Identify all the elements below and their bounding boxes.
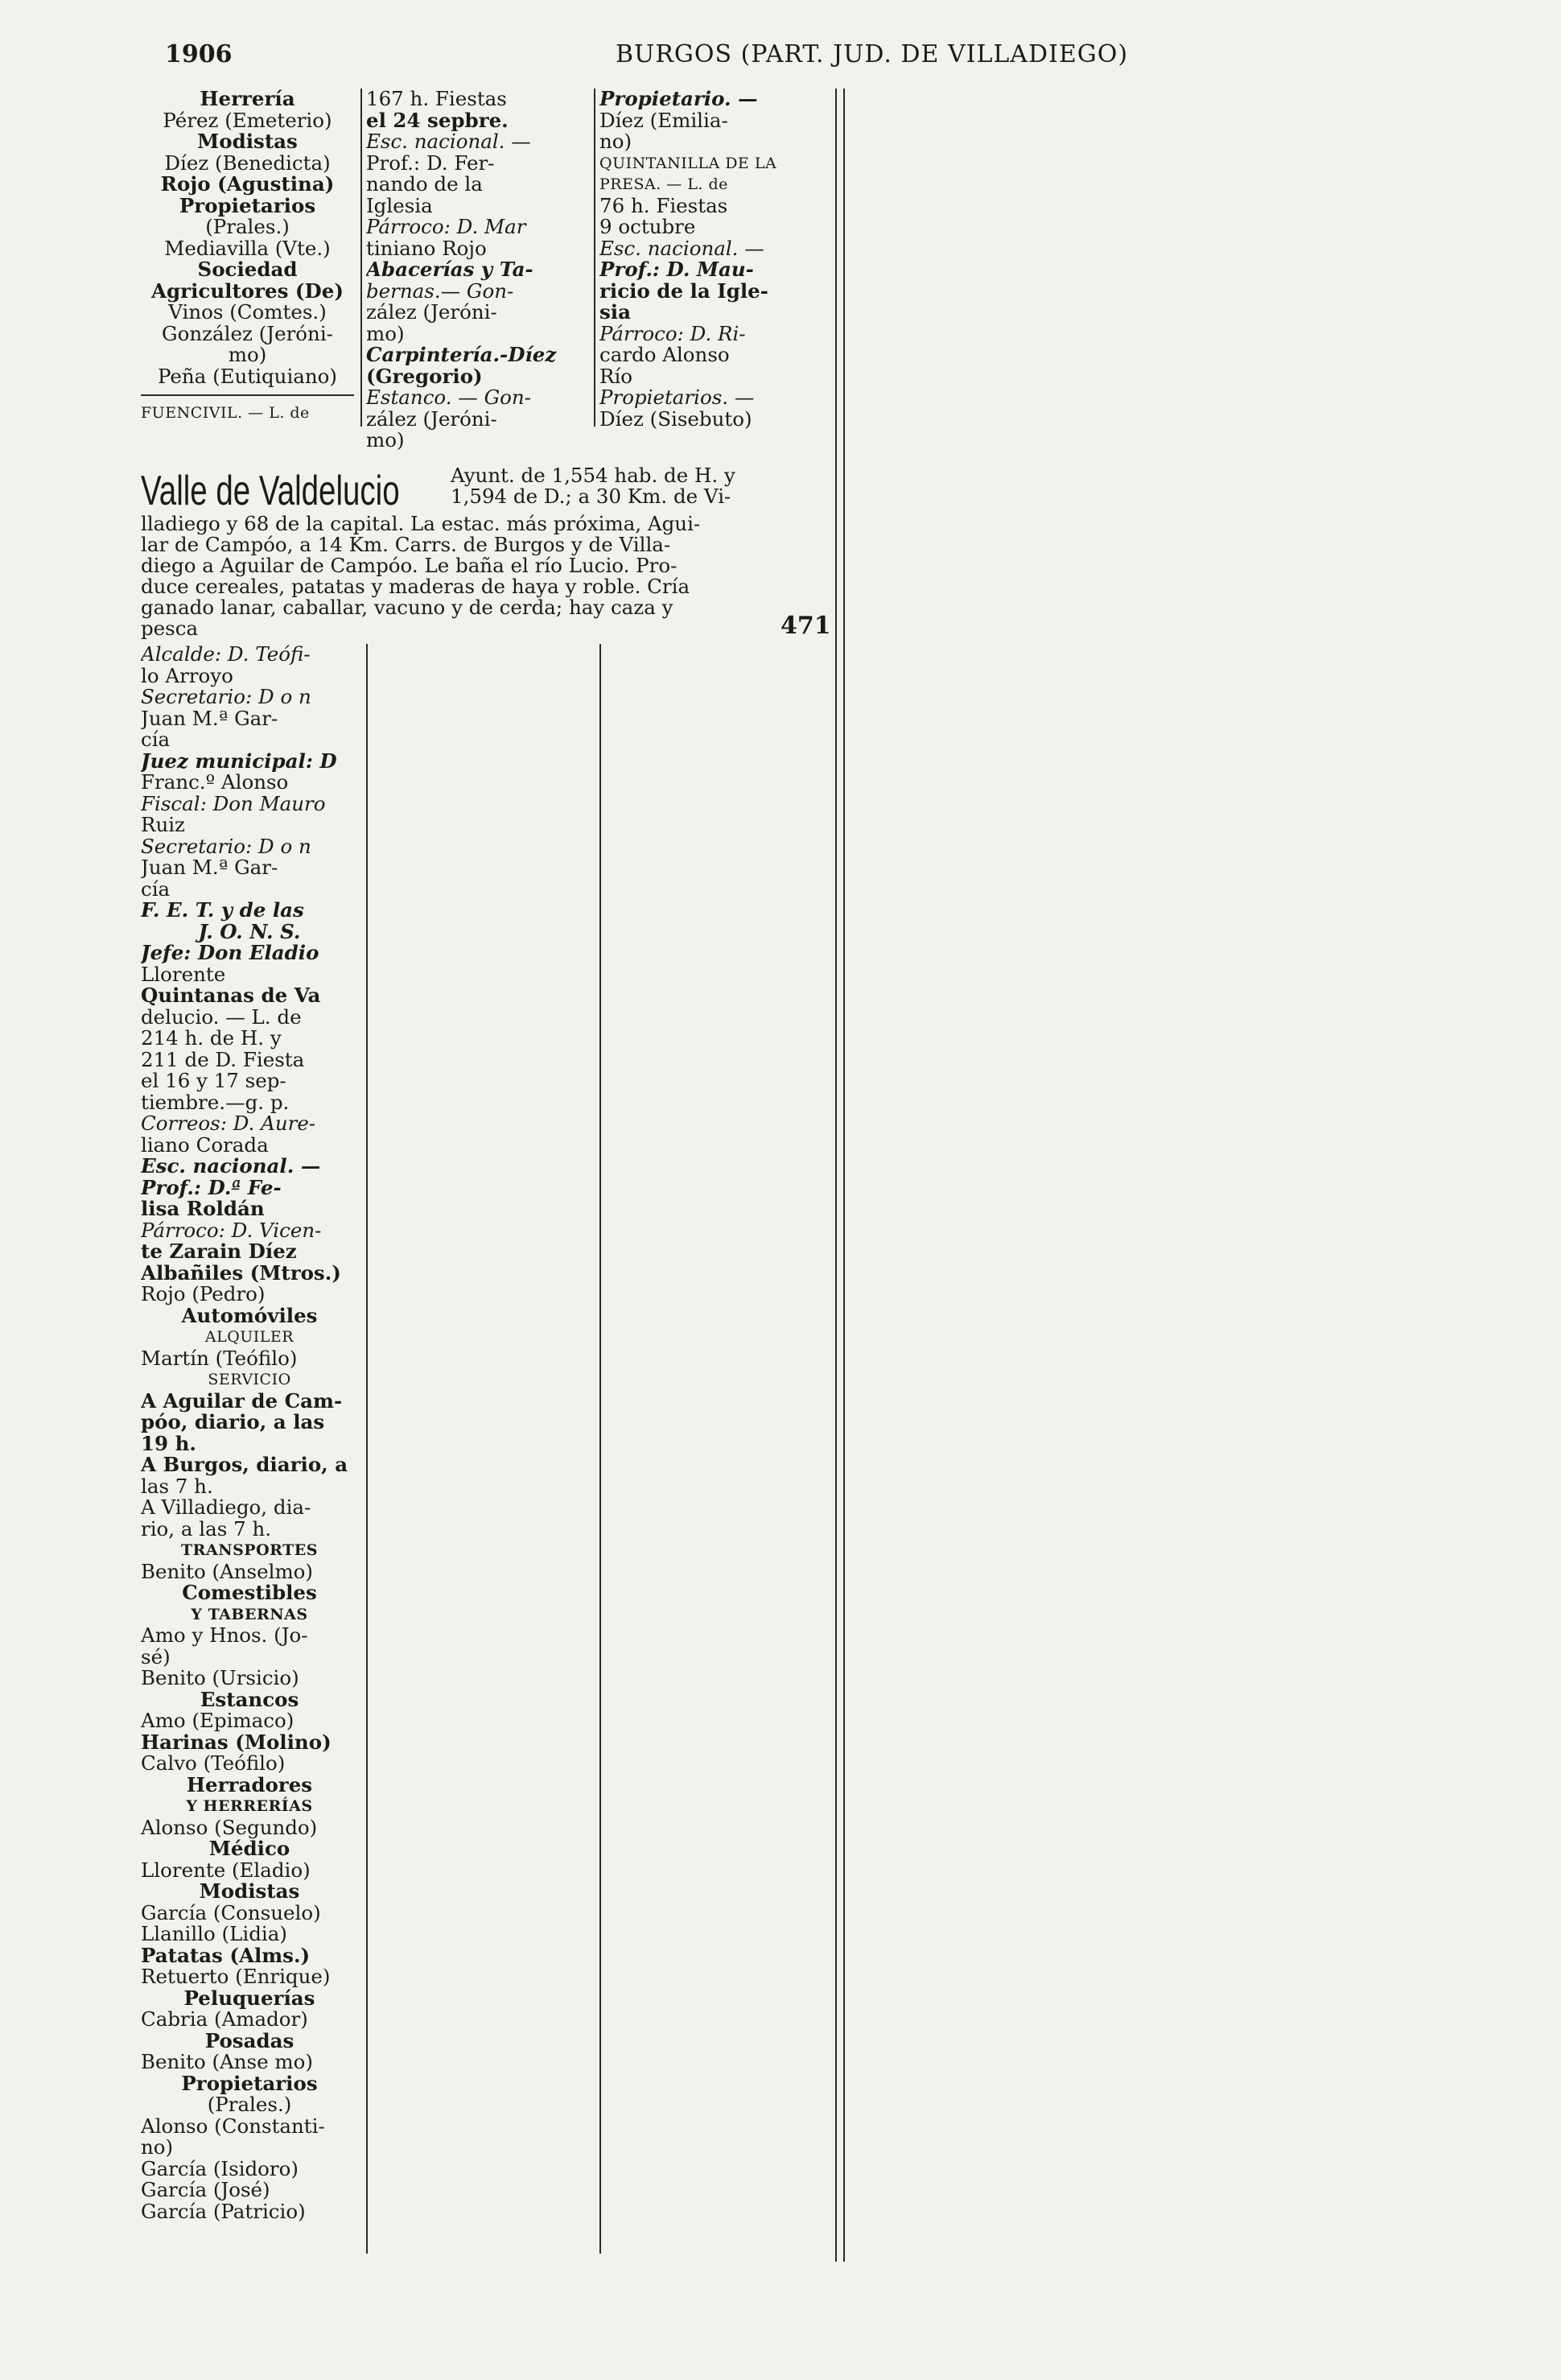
line: Iglesia (366, 193, 433, 217)
line: sia (599, 300, 631, 324)
line: Benito (Anselmo) (141, 1559, 313, 1583)
line: SERVICIO (208, 1371, 291, 1388)
line: Prof.: D. Mau- (599, 258, 754, 281)
section-intro-body (141, 514, 829, 639)
section-title: Valle de Valdelucio (141, 468, 400, 514)
line: zález (Jeróni- (366, 406, 497, 431)
line: liano Corada (141, 1132, 269, 1157)
line: Secretario: D o n (141, 685, 311, 708)
line: Propietario. — (599, 89, 758, 110)
line: Amo (Epimaco) (141, 1709, 294, 1732)
intro-line: lladiego y 68 de la capital. La estac. más próxima, Agui- (141, 512, 701, 535)
line: tiembre.—g. p. (141, 1090, 290, 1114)
line: te Zarain Díez (141, 1239, 297, 1263)
line: 211 de D. Fiesta (141, 1047, 305, 1071)
line: (Prales.) (207, 2093, 292, 2116)
line: 76 h. Fiestas (599, 193, 728, 217)
line: Agricultores (De) (151, 278, 344, 303)
line: Díez (Emilia- (599, 108, 728, 132)
line: Juan M.ª Gar- (141, 856, 278, 879)
line: Díez (Sisebuto) (599, 406, 752, 430)
line: Peña (Eutiquiano) (158, 364, 337, 387)
line: García (Consuelo) (141, 1900, 321, 1924)
line: cía (141, 728, 171, 751)
line: Martín (Teófilo) (141, 1346, 298, 1370)
line: Llorente (141, 962, 226, 986)
line: mo) (228, 343, 267, 366)
page-header (165, 40, 1404, 72)
line: (Gregorio) (366, 364, 483, 388)
line: Párroco: D. Mar (366, 215, 526, 238)
line: sé) (141, 1644, 171, 1668)
line: Juan M.ª Gar- (141, 706, 278, 730)
line: Prof.: D.ª Fe- (141, 1175, 282, 1199)
line: Esc. nacional. — (141, 1154, 321, 1178)
column-rule (366, 644, 368, 2254)
line: 214 h. de H. y (141, 1026, 282, 1050)
intro-line: lar de Campóo, a 14 Km. Carrs. de Burgos y de Villa- (141, 533, 671, 556)
line: cía (141, 877, 171, 901)
line: zález (Jeróni- (366, 300, 497, 324)
line: Patatas (Alms.) (141, 1943, 311, 1967)
line: A Villadiego, dia- (141, 1495, 311, 1519)
line: Alcalde: D. Teófi- (141, 644, 311, 666)
line: Amo y Hnos. (Jo- (141, 1623, 308, 1647)
column-a-fuencivil (141, 402, 354, 424)
line: Herrería (200, 89, 295, 110)
line: Y HERRERÍAS (186, 1797, 313, 1815)
line: póo, diario, a las (141, 1410, 325, 1433)
column-a-top (141, 89, 354, 387)
line: J. O. N. S. (198, 919, 301, 943)
line: cardo Alonso (599, 343, 730, 366)
intro-line: 1,594 de D.; a 30 Km. de Vi- (451, 485, 731, 508)
line: Modistas (197, 130, 298, 153)
section-ref-number: 471 (780, 612, 831, 640)
column-c-top (599, 89, 829, 430)
line: Mediavilla (Vte.) (164, 236, 331, 260)
line: Alonso (Segundo) (141, 1815, 318, 1839)
column-rule (843, 89, 845, 2262)
line: nando de la (366, 172, 483, 196)
intro-line: duce cereales, patatas y maderas de haya y roble. Cría (141, 575, 690, 598)
line: bernas.— Gon- (366, 278, 514, 303)
line: ricio de la Igle- (599, 278, 768, 303)
line: el 16 y 17 sep- (141, 1069, 286, 1092)
line: Posadas (204, 2028, 294, 2052)
line: García (José) (141, 2178, 270, 2201)
column-b-top (366, 89, 587, 452)
line: QUINTANILLA DE LA (599, 154, 777, 172)
line: PRESA. — L. de (599, 175, 728, 193)
line: ALQUILER (204, 1328, 294, 1346)
line: Herradores (186, 1772, 313, 1796)
line: Propietarios (181, 2071, 318, 2095)
line: lo Arroyo (141, 663, 233, 687)
line: Pérez (Emeterio) (163, 108, 332, 132)
line: Benito (Ursicio) (141, 1666, 299, 1689)
line: Jefe: Don Eladio (141, 941, 319, 964)
line: lisa Roldán (141, 1197, 265, 1220)
line: rio, a las 7 h. (141, 1516, 272, 1541)
column-rule (835, 89, 837, 2262)
line: 19 h. (141, 1431, 196, 1455)
line: Esc. nacional. — (366, 130, 531, 153)
line: Estanco. — Gon- (366, 386, 531, 409)
line: Albañiles (Mtros.) (141, 1260, 341, 1285)
line: Estancos (200, 1687, 299, 1711)
intro-line: diego a Aguilar de Campóo. Le baña el río Lucio. Pro- (141, 554, 678, 577)
intro-line: pesca (141, 617, 199, 640)
line: A Aguilar de Cam- (141, 1388, 343, 1413)
line: Automóviles (181, 1303, 318, 1327)
line: García (Isidoro) (141, 2156, 299, 2180)
line: Vinos (Comtes.) (168, 300, 327, 324)
line: Correos: D. Aure- (141, 1112, 316, 1135)
line: 9 octubre (599, 215, 696, 238)
line: Carpintería.-Díez (366, 343, 557, 366)
line: Juez municipal: D (141, 749, 337, 773)
page-number: 1906 (165, 40, 233, 68)
line: tiniano Rojo (366, 236, 487, 260)
line: 167 h. Fiestas (366, 89, 507, 110)
line: Médico (208, 1837, 290, 1860)
column-rule (360, 89, 362, 427)
intro-line: Ayunt. de 1,554 hab. de H. y (451, 464, 735, 487)
line: F. E. T. y de las (141, 898, 304, 922)
line: Retuerto (Enrique) (141, 1965, 331, 1988)
line: Quintanas de Va (141, 984, 321, 1007)
line: Ruiz (141, 813, 185, 836)
line: el 24 sepbre. (366, 108, 509, 132)
line: Díez (Benedicta) (164, 151, 331, 175)
line: FUENCIVIL. — L. de (141, 404, 310, 422)
line: Párroco: D. Vicen- (141, 1218, 322, 1242)
line: Sociedad (197, 258, 298, 281)
column-rule (594, 89, 595, 427)
line: mo) (366, 428, 405, 452)
section-intro (451, 465, 829, 507)
line: no) (141, 2135, 174, 2159)
line: Esc. nacional. — (599, 236, 764, 260)
line: Río (599, 364, 633, 388)
line: no) (599, 130, 632, 153)
running-title: BURGOS (PART. JUD. DE VILLADIEGO) (616, 40, 1129, 68)
line: Propietarios (179, 193, 316, 217)
line: (Prales.) (205, 215, 290, 238)
line: Prof.: D. Fer- (366, 151, 495, 175)
line: Propietarios. — (599, 386, 755, 409)
line: Abacerías y Ta- (366, 258, 533, 281)
line: Modistas (199, 1879, 300, 1903)
line: A Burgos, diario, a (141, 1453, 348, 1476)
divider (141, 394, 354, 396)
line: delucio. — L. de (141, 1004, 302, 1029)
line: Y TABERNAS (191, 1605, 308, 1623)
line: Calvo (Teófilo) (141, 1751, 286, 1775)
line: Fiscal: Don Mauro (141, 791, 326, 815)
line: Benito (Anse mo) (141, 2050, 313, 2073)
line: Llorente (Eladio) (141, 1858, 311, 1882)
line: Peluquerías (183, 1986, 315, 2010)
line: Franc.º Alonso (141, 770, 289, 794)
line: las 7 h. (141, 1474, 213, 1498)
column-rule (599, 644, 601, 2254)
line: Harinas (Molino) (141, 1730, 332, 1754)
line: Alonso (Constanti- (141, 2114, 325, 2138)
column-a-valdelucio (141, 644, 358, 2254)
line: Comestibles (182, 1581, 317, 1604)
line: Llanillo (Lidia) (141, 1922, 287, 1945)
line: González (Jeróni- (162, 321, 333, 345)
line: Párroco: D. Ri- (599, 321, 746, 345)
line: Rojo (Agustina) (160, 172, 335, 196)
line: TRANSPORTES (181, 1541, 318, 1559)
intro-line: ganado lanar, caballar, vacuno y de cerda; hay caza y (141, 596, 673, 619)
line: mo) (366, 321, 405, 345)
line: García (Patricio) (141, 2199, 306, 2223)
line: Secretario: D o n (141, 834, 311, 858)
line: Rojo (Pedro) (141, 1282, 266, 1305)
line: Cabria (Amador) (141, 2007, 308, 2031)
